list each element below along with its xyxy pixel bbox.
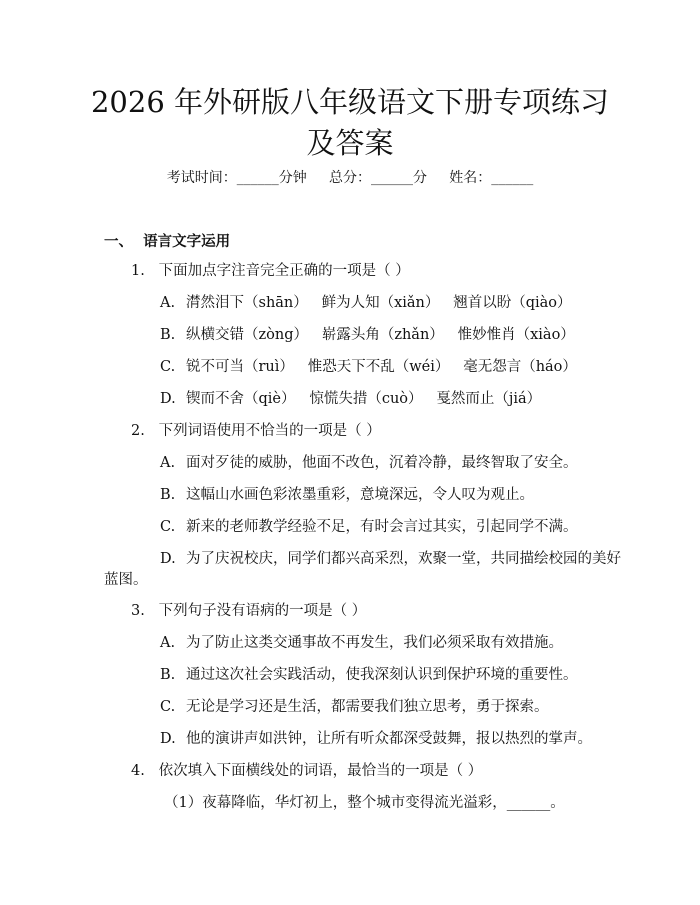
question-1-option-a — [160, 293, 572, 313]
question-2-option-d — [160, 549, 621, 569]
question-2-stem: 2. 下列词语使用不恰当的一项是（ ） — [131, 423, 381, 439]
question-1-option-d — [160, 389, 541, 409]
option-label: D. — [160, 731, 176, 747]
option-text: 面对歹徒的威胁，他面不改色，沉着冷静，最终智取了安全。 — [186, 455, 578, 471]
option-text: 新来的老师教学经验不足，有时会言过其实，引起同学不满。 — [186, 519, 578, 535]
option-label: D. — [160, 391, 176, 407]
question-4-subitem-1: （1）夜幕降临，华灯初上，整个城市变得流光溢彩，______。 — [164, 795, 565, 811]
option-label: A. — [160, 455, 176, 471]
option-text: 锐不可当（ruì） 惟恐天下不乱（wéi） 毫无怨言（háo） — [186, 359, 577, 375]
option-label: A. — [160, 295, 176, 311]
question-2-option-a — [160, 453, 578, 473]
option-text: 为了庆祝校庆，同学们都兴高采烈，欢聚一堂，共同描绘校园的美好 — [186, 551, 621, 567]
question-3-option-d — [160, 729, 592, 749]
option-text: 他的演讲声如洪钟，让所有听众都深受鼓舞，报以热烈的掌声。 — [186, 731, 592, 747]
question-3-option-c — [160, 697, 549, 717]
question-1-option-c — [160, 357, 577, 377]
question-3-option-b — [160, 665, 578, 685]
option-label: C. — [160, 519, 176, 535]
question-3-option-a — [160, 633, 563, 653]
option-label: C. — [160, 699, 176, 715]
option-text: 这幅山水画色彩浓墨重彩，意境深远，令人叹为观止。 — [186, 487, 534, 503]
option-text: 潸然泪下（shān） 鲜为人知（xiǎn） 翘首以盼（qiào） — [186, 295, 572, 311]
question-2-option-b — [160, 485, 534, 505]
option-text: 纵横交错（zòng） 崭露头角（zhǎn） 惟妙惟肖（xiào） — [186, 327, 575, 343]
option-label: B. — [160, 487, 176, 503]
section-heading: 一、 语言文字运用 — [104, 233, 231, 250]
option-text: 无论是学习还是生活，都需要我们独立思考，勇于探索。 — [186, 699, 549, 715]
option-text: 为了防止这类交通事故不再发生，我们必须采取有效措施。 — [186, 635, 563, 651]
question-1-option-b — [160, 325, 575, 345]
option-label: C. — [160, 359, 176, 375]
option-label: B. — [160, 667, 176, 683]
option-label: B. — [160, 327, 176, 343]
question-3-stem: 3. 下列句子没有语病的一项是（ ） — [131, 603, 367, 619]
option-label: D. — [160, 551, 176, 567]
option-text: 锲而不舍（qiè） 惊慌失措（cuò） 戛然而止（jiá） — [186, 391, 542, 407]
option-text: 通过这次社会实践活动，使我深刻认识到保护环境的重要性。 — [186, 667, 578, 683]
exam-info-line: 考试时间：______分钟 总分：______分 姓名：______ — [166, 170, 534, 186]
question-4-stem: 4. 依次填入下面横线处的词语，最恰当的一项是（ ） — [131, 763, 483, 779]
document-title: 2026 年外研版八年级语文下册专项练习及答案 — [90, 85, 610, 160]
option-label: A. — [160, 635, 176, 651]
question-2-option-c — [160, 517, 578, 537]
question-2-option-d-continuation: 蓝图。 — [104, 572, 148, 588]
question-1-stem: 1. 下面加点字注音完全正确的一项是（ ） — [131, 263, 410, 279]
